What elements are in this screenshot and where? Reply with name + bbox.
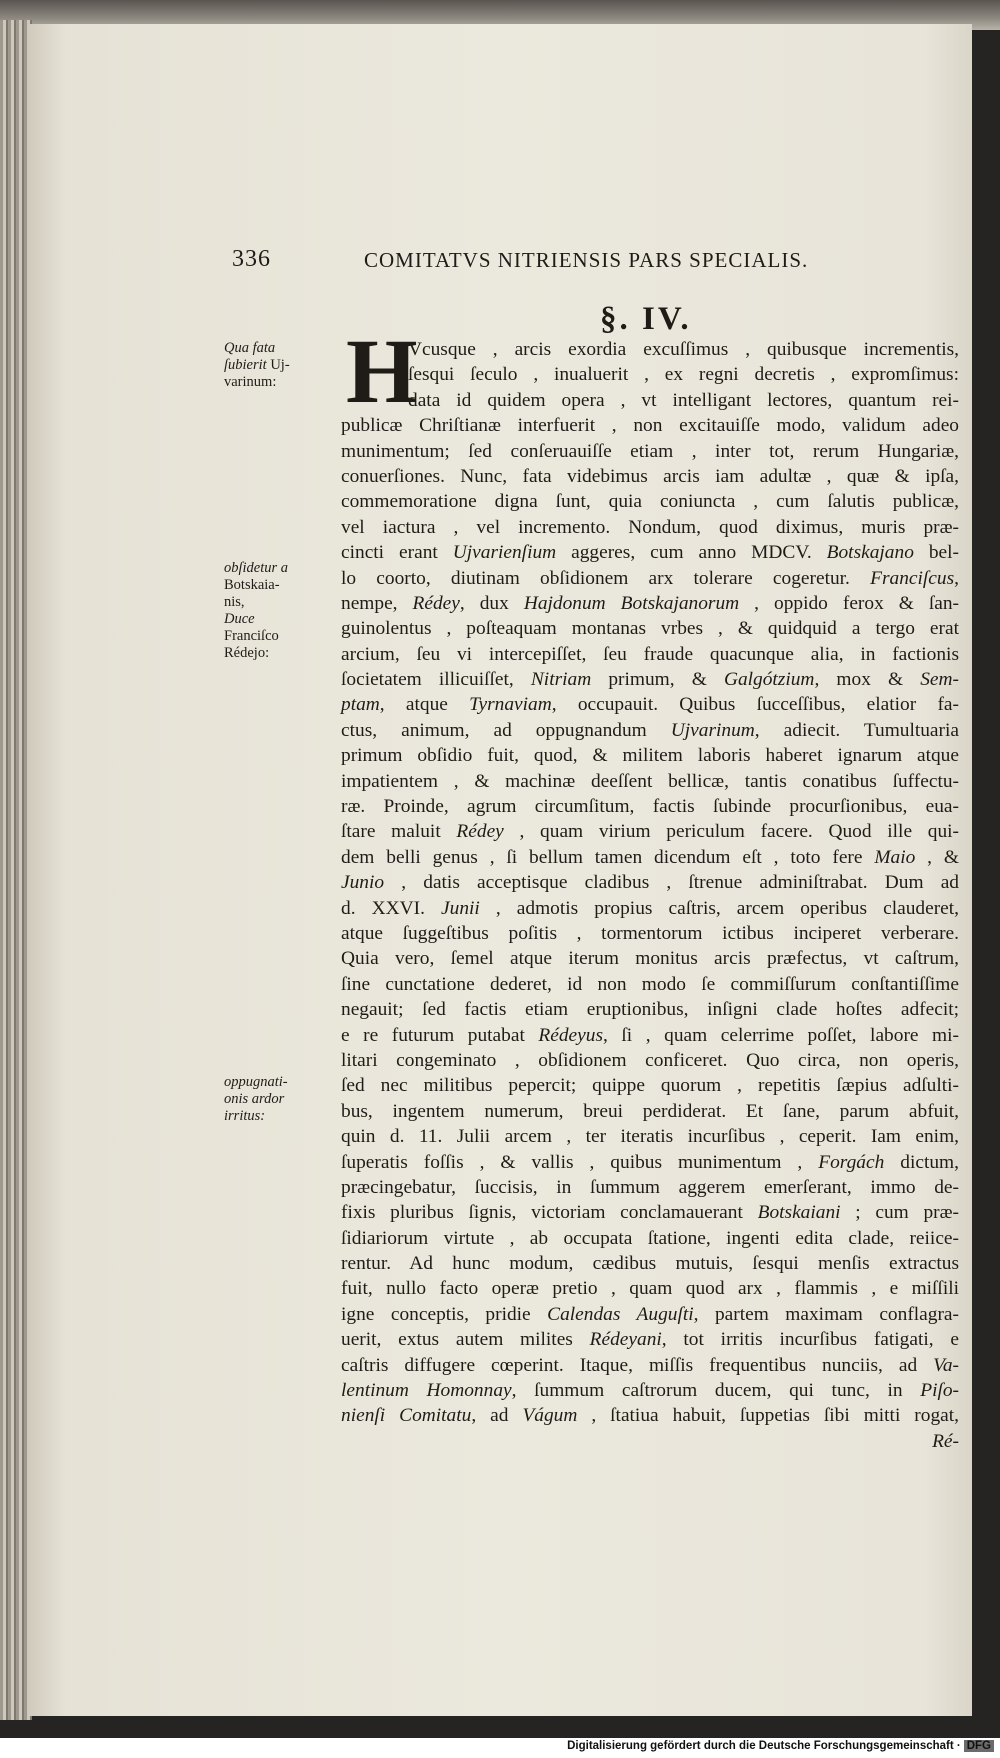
- text-line-segment: , quam virium periculum facere. Quod ille qui-: [503, 821, 960, 843]
- text-line: [341, 794, 959, 819]
- text-line-segment: munimentum; ſed conſeruauiſſe etiam , inter tot, rerum Hungariæ,: [341, 440, 959, 462]
- text-line-segment: Galgótzium: [723, 669, 815, 691]
- text-line-segment: igne conceptis, pridie: [341, 1303, 548, 1325]
- text-line-segment: ctus, animum, ad oppugnandum: [341, 719, 671, 741]
- text-line-segment: nempe,: [341, 592, 413, 614]
- text-line: [341, 1200, 959, 1225]
- text-line: [341, 896, 959, 921]
- text-line-segment: Botskajano: [826, 542, 914, 564]
- margin-note-segment: onis ardor: [224, 1091, 285, 1107]
- text-line: [341, 845, 959, 870]
- text-line: [341, 1429, 959, 1454]
- text-line-segment: bus, ingentem numerum, breui perdiderat. Et ſane, parum abfuit,: [341, 1100, 959, 1122]
- text-line-segment: Franciſcus: [870, 567, 955, 589]
- text-line-segment: ſidiariorum virtute , ab occupata ſtatione, ingenti edita clade, reiice-: [341, 1227, 959, 1249]
- text-line-segment: , partem maximam conflagra-: [693, 1303, 959, 1325]
- text-line-segment: præcingebatur, ſuccisis, in ſummum aggerem emerſerant, immo de-: [341, 1176, 959, 1198]
- text-line-segment: Junio: [341, 872, 385, 894]
- margin-note-segment: Qua fata: [224, 340, 276, 356]
- margin-note-2: [224, 560, 300, 662]
- text-line-segment: ,: [954, 567, 959, 589]
- text-line-segment: ſine cunctatione dederet, id non modo ſe commiſſurum conſtantiſſime: [341, 973, 959, 995]
- text-line-segment: primum, &: [591, 669, 724, 691]
- text-line-segment: Ujvarienſium: [452, 542, 557, 564]
- text-line-segment: , ſi , quam celerrime poſſet, labore mi-: [603, 1024, 959, 1046]
- text-line-segment: Tyrnaviam: [469, 694, 552, 716]
- text-line-segment: , datis acceptisque cladibus , ſtrenue adminiſtrabat. Dum ad: [384, 872, 959, 894]
- text-line: [341, 489, 959, 514]
- margin-note-segment: Duce: [224, 611, 255, 627]
- text-line-segment: commemoratione digna ſunt, quia coniuncta , cum ſalutis publicæ,: [341, 491, 959, 513]
- text-line: [341, 642, 959, 667]
- text-line-segment: lentinum Homonnay: [341, 1380, 512, 1402]
- text-line-segment: , occupauit. Quibus ſucceſſibus, elatior fa-: [551, 694, 959, 716]
- text-line-segment: , dux: [459, 592, 524, 614]
- margin-note-segment: irritus:: [224, 1108, 266, 1124]
- text-line-segment: Piſo-: [920, 1380, 959, 1402]
- text-line-segment: dem belli genus , ſi bellum tamen dicendum eſt , toto fere: [341, 846, 875, 868]
- text-line: [341, 1251, 959, 1276]
- text-line: [341, 464, 959, 489]
- text-line: [341, 591, 959, 616]
- text-line-segment: Junii: [441, 897, 480, 919]
- text-line-segment: ; cum præ-: [840, 1202, 960, 1224]
- text-line: [341, 667, 959, 692]
- text-line-segment: ſed nec militibus pepercit; quippe quorum , repetitis ſæpius adſulti-: [341, 1075, 959, 1097]
- text-line: [341, 1353, 959, 1378]
- text-line-segment: Nitriam: [530, 669, 592, 691]
- text-line: [341, 1403, 959, 1428]
- text-line-segment: conuerſiones. Nunc, fata videbimus arcis iam adultæ , quæ & ipſa,: [341, 465, 959, 487]
- text-line: [341, 769, 959, 794]
- text-line-segment: Rédey: [456, 821, 504, 843]
- text-line: [341, 819, 959, 844]
- text-line-segment: Rédeyani: [589, 1329, 662, 1351]
- text-line-segment: Rédey: [412, 592, 460, 614]
- text-line-segment: , tot irritis incurſibus fatigati, e: [661, 1329, 959, 1351]
- margin-note-segment: Rédejo:: [224, 645, 270, 661]
- text-line: [341, 1175, 959, 1200]
- text-line-segment: dictum,: [884, 1151, 959, 1173]
- text-line-segment: fuit, nullo facto operæ pretio , quam quod arx , flammis , e miſſili: [341, 1278, 959, 1300]
- text-line: [341, 1099, 959, 1124]
- text-line-segment: Ré-: [932, 1430, 959, 1452]
- text-line-segment: impatientem , & machinæ deeſſent bellicæ, tantis conatibus ſuffectu-: [341, 770, 959, 792]
- text-line: [341, 439, 959, 464]
- text-line-segment: , oppido ferox & ſan-: [739, 592, 959, 614]
- text-line-segment: primum obſidio fuit, quod, & militem laboris haberet ignarum atque: [341, 745, 959, 767]
- text-line-segment: , adiecit. Tumultuaria: [754, 719, 959, 741]
- margin-note-3: [224, 1074, 300, 1125]
- text-line-segment: arcium, ſeu vi intercepiſſet, ſeu fraude quacunque alia, in factionis: [341, 643, 959, 665]
- text-line: [341, 1276, 959, 1301]
- text-line-segment: Va-: [933, 1354, 959, 1376]
- digitization-footer: [0, 1738, 1000, 1758]
- text-line-segment: litari congeminato , obſidionem conficeret. Quo circa, non operis,: [341, 1049, 959, 1071]
- text-line: [341, 718, 959, 743]
- text-line: [341, 946, 959, 971]
- text-line: [341, 1302, 959, 1327]
- margin-note-1: [224, 340, 300, 391]
- margin-note-segment: varinum:: [224, 374, 277, 390]
- text-line-segment: Botskaiani: [757, 1202, 841, 1224]
- text-line-segment: caſtris diffugere cœperint. Itaque, miſſis frequentibus nunciis, ad: [341, 1354, 934, 1376]
- text-line: [341, 362, 959, 387]
- text-line: [341, 515, 959, 540]
- text-line: [341, 870, 959, 895]
- text-line-segment: nienſi Comitatu: [341, 1405, 472, 1427]
- text-line-segment: ſocietatem illicuiſſet,: [341, 669, 531, 691]
- text-line-segment: Quia vero, ſemel atque iterum monitus arcis præfectus, vt caſtrum,: [341, 948, 959, 970]
- text-line-segment: , admotis propius caſtris, arcem operibus clauderet,: [479, 897, 959, 919]
- text-line-segment: atque ſuggeſtibus poſitis , tormentorum ictibus inciperet verberare.: [341, 922, 959, 944]
- text-line: [341, 540, 959, 565]
- text-line-segment: Vágum: [522, 1405, 578, 1427]
- text-line-segment: Calendas Auguſti: [547, 1303, 694, 1325]
- text-line-segment: Sem-: [920, 669, 959, 691]
- text-line-segment: aggeres, cum anno MDCV.: [556, 542, 827, 564]
- text-line-segment: Ujvarinum: [670, 719, 755, 741]
- text-line: [341, 388, 959, 413]
- text-line-segment: ſesqui ſeculo , inualuerit , ex regni decretis , expromſimus:: [408, 364, 959, 386]
- text-line-segment: ptam: [341, 694, 380, 716]
- text-line-segment: , &: [915, 846, 959, 868]
- text-line: [341, 692, 959, 717]
- text-line-segment: , atque: [379, 694, 470, 716]
- body-text: [341, 337, 959, 1454]
- text-line-segment: d. XXVI.: [341, 897, 442, 919]
- text-line-segment: Hajdonum Botskajanorum: [523, 592, 740, 614]
- text-line: [341, 921, 959, 946]
- text-line-segment: guinolentus , poſteaquam montanas vrbes , & quidquid a tergo erat: [341, 618, 959, 640]
- text-line-segment: uerit, extus autem milites: [341, 1329, 590, 1351]
- text-line-segment: Rédeyus: [538, 1024, 604, 1046]
- text-line-segment: Forgách: [818, 1151, 885, 1173]
- text-line: [341, 1073, 959, 1098]
- text-line-segment: rentur. Ad hunc modum, cædibus mutuis, ſesqui menſis extractus: [341, 1253, 959, 1275]
- page-number: 336: [232, 246, 271, 272]
- section-title: §. IV.: [600, 301, 692, 337]
- text-line: [341, 1378, 959, 1403]
- text-line: [341, 1226, 959, 1251]
- text-line-segment: bel-: [913, 542, 959, 564]
- text-line-segment: cincti erant: [341, 542, 453, 564]
- page-header: [232, 246, 872, 282]
- text-line: [341, 1023, 959, 1048]
- text-line-segment: e re futurum putabat: [341, 1024, 539, 1046]
- text-line-segment: vel iactura , vel incremento. Nondum, quod diximus, muris præ-: [341, 516, 959, 538]
- margin-note-segment: Uj-: [266, 357, 290, 373]
- margin-note-segment: ſubierit: [224, 357, 267, 373]
- text-line: [341, 997, 959, 1022]
- text-line: [341, 1327, 959, 1352]
- text-line: [341, 1048, 959, 1073]
- text-line-segment: publicæ Chriſtianæ interfuerit , non excitauiſſe modo, validum adeo: [341, 415, 959, 437]
- drop-cap: H: [346, 320, 418, 422]
- book-page: [28, 24, 972, 1716]
- margin-note-segment: obſidetur a: [224, 560, 289, 576]
- text-line: [341, 1124, 959, 1149]
- text-line-segment: ræ. Proinde, agrum circumſitum, factis ſubinde procurſionibus, eua-: [341, 796, 959, 818]
- text-line-segment: negauit; ſed factis etiam eruptionibus, inſigni clade hoſtes adfecit;: [341, 999, 959, 1021]
- text-line-segment: ſuperatis foſſis , & vallis , quibus munimentum ,: [341, 1151, 819, 1173]
- margin-note-segment: nis,: [224, 594, 245, 610]
- text-line: [341, 616, 959, 641]
- text-line: [341, 1150, 959, 1175]
- text-line-segment: Vcusque , arcis exordia excuſſimus , quibusque incrementis,: [408, 339, 959, 360]
- text-line-segment: data id quidem opera , vt intelligant lectores, quantum rei-: [408, 389, 959, 411]
- text-line-segment: ſtare maluit: [341, 821, 457, 843]
- text-line: [341, 337, 959, 362]
- dfg-logo: DFG: [964, 1740, 994, 1752]
- text-line-segment: , ſummum caſtrorum ducem, qui tunc, in: [511, 1380, 921, 1402]
- margin-note-segment: oppugnati-: [224, 1074, 288, 1090]
- margin-note-segment: Botskaia-: [224, 577, 280, 593]
- text-line: [341, 566, 959, 591]
- text-line: [341, 743, 959, 768]
- text-line-segment: , ſtatiua habuit, ſuppetias ſibi mitti rogat,: [577, 1405, 959, 1427]
- running-title: COMITATVS NITRIENSIS PARS SPECIALIS.: [364, 248, 809, 272]
- text-line-segment: , mox &: [814, 669, 921, 691]
- text-line-segment: Maio: [874, 846, 916, 868]
- text-line-segment: lo coorto, diutinam obſidionem arx tolerare cogeretur.: [341, 567, 871, 589]
- text-line-segment: , ad: [471, 1405, 523, 1427]
- text-line-segment: quin d. 11. Julii arcem , ter iteratis incurſibus , ceperit. Iam enim,: [341, 1126, 959, 1148]
- text-line: [341, 972, 959, 997]
- margin-note-segment: Franciſco: [224, 628, 279, 644]
- text-line-segment: fixis pluribus ſignis, victoriam conclamauerant: [341, 1202, 758, 1224]
- text-line: [341, 413, 959, 438]
- footer-text: Digitalisierung gefördert durch die Deutsche Forschungsgemeinschaft ·: [567, 1740, 961, 1752]
